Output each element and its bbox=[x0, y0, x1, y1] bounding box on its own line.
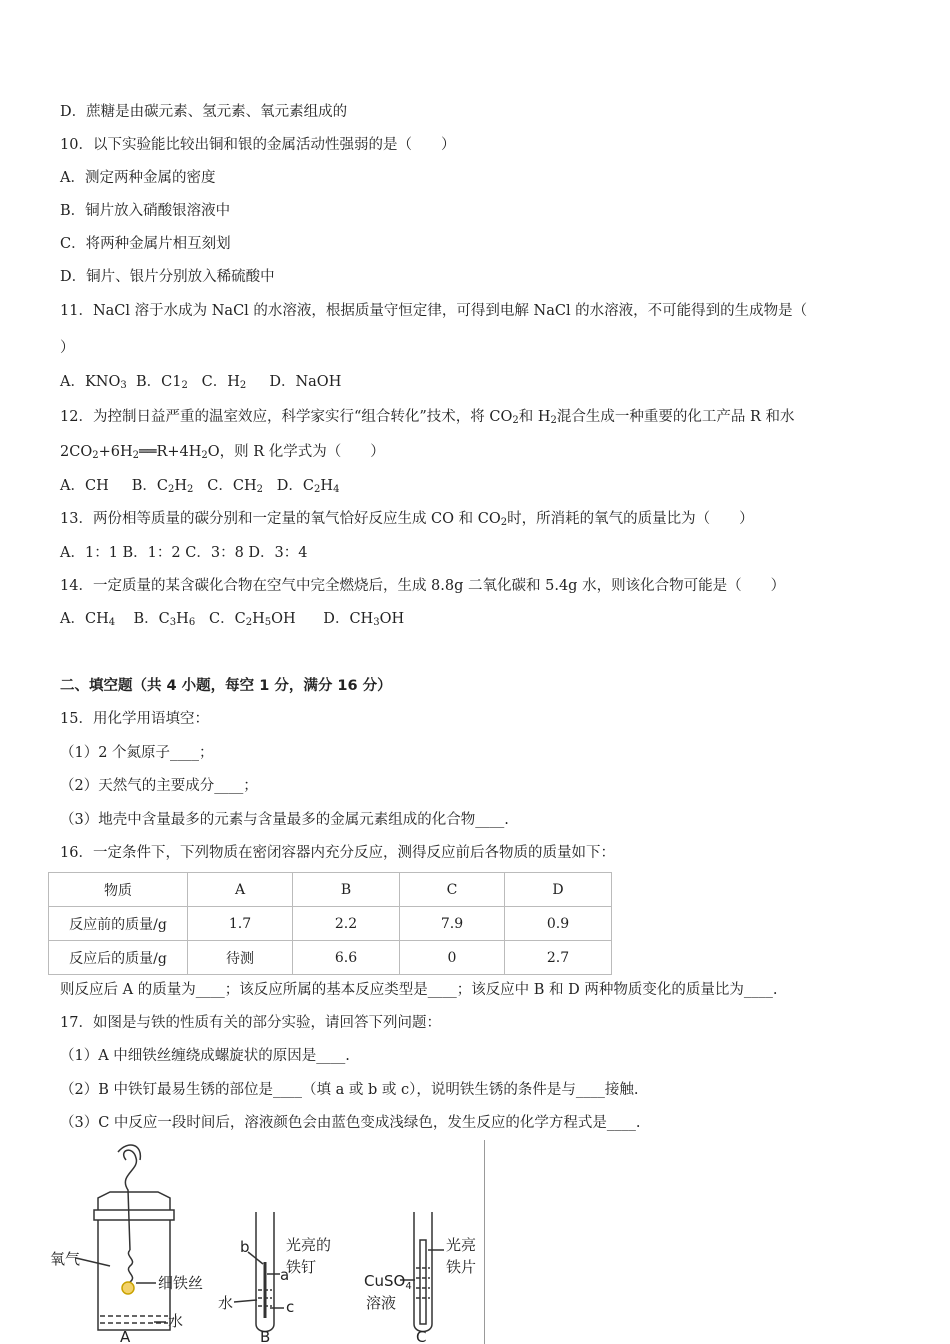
label-bright-sheet-line2: 铁片 bbox=[446, 1258, 477, 1276]
question-13: 13．两份相等质量的碳分别和一定量的氧气恰好反应生成 CO 和 $CO_2$时，所消耗的氧气的质量比为（ ） bbox=[60, 511, 754, 528]
label-water-a: 水 bbox=[168, 1312, 184, 1330]
label-oxygen: 氧气 bbox=[50, 1250, 81, 1268]
label-apparatus-c: C bbox=[416, 1328, 427, 1344]
iron-experiments-figure bbox=[48, 1140, 486, 1344]
label-bright-sheet-line1: 光亮 bbox=[446, 1236, 477, 1254]
label-water-b: 水 bbox=[218, 1294, 234, 1312]
q11-options: A．$KNO_3$ B．$C1_2$ C．$H_2$ D．NaOH bbox=[60, 374, 342, 391]
label-apparatus-a: A bbox=[120, 1328, 131, 1344]
table-row bbox=[49, 941, 612, 975]
apparatus-b bbox=[234, 1212, 284, 1332]
label-apparatus-b: B bbox=[260, 1328, 271, 1344]
table-cell: 0.9 bbox=[505, 907, 612, 941]
q17-part-2: （2）B 中铁钉最易生锈的部位是____（填 a 或 b 或 c），说明铁生锈的条件是与____接触. bbox=[60, 1082, 639, 1098]
apparatus-c bbox=[400, 1212, 444, 1332]
question-14: 14．一定质量的某含碳化合物在空气中完全燃烧后，生成 8.8g 二氧化碳和 5.4g 水，则该化合物可能是（ ） bbox=[60, 578, 786, 594]
table-cell: 6.6 bbox=[293, 941, 400, 975]
question-10: 10．以下实验能比较出铜和银的金属活动性强弱的是（ ） bbox=[60, 137, 456, 153]
table-cell: 2.7 bbox=[505, 941, 612, 975]
label-cuso4: CuSO$_4$ bbox=[364, 1272, 412, 1292]
q9-option-d: D．蔗糖是由碳元素、氢元素、氧元素组成的 bbox=[60, 104, 348, 120]
label-a: a bbox=[280, 1266, 290, 1284]
table-cell: 反应前的质量/g bbox=[49, 907, 188, 941]
label-fine-iron-wire: 细铁丝 bbox=[158, 1274, 204, 1292]
question-11: 11．NaCl 溶于水成为 NaCl 的水溶液，根据质量守恒定律，可得到电解 NaCl 的水溶液，不可能得到的生成物是（ bbox=[60, 303, 808, 319]
q10-option-b: B．铜片放入硝酸银溶液中 bbox=[60, 203, 231, 219]
table-cell: 反应后的质量/g bbox=[49, 941, 188, 975]
q12-equation: $2CO_2+6H_2══R+4H_2O$，则 R 化学式为（ ） bbox=[60, 444, 385, 461]
label-bright-nail-line1: 光亮的 bbox=[286, 1236, 332, 1254]
q12-options: A．CH B．$C_2H_2$ C．$CH_2$ D．$C_2H_4$ bbox=[60, 478, 340, 495]
figure-divider bbox=[484, 1140, 485, 1344]
question-11-tail: ） bbox=[60, 340, 75, 356]
question-17: 17．如图是与铁的性质有关的部分实验，请回答下列问题： bbox=[60, 1015, 441, 1031]
label-solution: 溶液 bbox=[366, 1294, 397, 1312]
table-cell: 0 bbox=[400, 941, 505, 975]
label-c: c bbox=[286, 1298, 295, 1316]
q14-options: A．$CH_4$ B．$C_3H_6$ C．$C_2H_5OH$ D．$CH_3OH$ bbox=[60, 611, 405, 628]
apparatus-a bbox=[76, 1145, 174, 1330]
table-cell: 7.9 bbox=[400, 907, 505, 941]
q13-options: A．1：1 B．1：2 C．3：8 D．3：4 bbox=[60, 545, 308, 561]
table-header-cell: 物质 bbox=[49, 873, 188, 907]
table-cell: 1.7 bbox=[188, 907, 293, 941]
q15-part-1: （1）2 个氮原子____； bbox=[60, 745, 214, 761]
table-header-cell: C bbox=[400, 873, 505, 907]
q10-option-c: C．将两种金属片相互刻划 bbox=[60, 236, 231, 252]
q10-option-d: D．铜片、银片分别放入稀硫酸中 bbox=[60, 269, 275, 285]
label-b: b bbox=[240, 1238, 250, 1256]
table-cell: 待测 bbox=[188, 941, 293, 975]
q17-part-3: （3）C 中反应一段时间后，溶液颜色会由蓝色变成浅绿色，发生反应的化学方程式是____. bbox=[60, 1115, 641, 1131]
table-row bbox=[49, 907, 612, 941]
q10-option-a: A．测定两种金属的密度 bbox=[60, 170, 216, 186]
table-header-cell: A bbox=[188, 873, 293, 907]
question-16: 16．一定条件下，下列物质在密闭容器内充分反应，测得反应前后各物质的质量如下： bbox=[60, 845, 615, 861]
table-header-cell: B bbox=[293, 873, 400, 907]
question-12: 12．为控制日益严重的温室效应，科学家实行“组合转化”技术，将 $CO_2$和 $H_2$混合生成一种重要的化工产品 R 和水 bbox=[60, 409, 795, 426]
table-cell: 2.2 bbox=[293, 907, 400, 941]
mass-table bbox=[48, 872, 612, 975]
label-bright-nail-line2: 铁钉 bbox=[286, 1258, 317, 1276]
table-header-row bbox=[49, 873, 612, 907]
table-header-cell: D bbox=[505, 873, 612, 907]
q15-part-2: （2）天然气的主要成分____； bbox=[60, 778, 258, 794]
q17-part-1: （1）A 中细铁丝缠绕成螺旋状的原因是____. bbox=[60, 1048, 350, 1064]
question-15: 15．用化学用语填空： bbox=[60, 711, 209, 727]
q15-part-3: （3）地壳中含量最多的元素与含量最多的金属元素组成的化合物____. bbox=[60, 812, 509, 828]
q16-blanks: 则反应后 A 的质量为____；该反应所属的基本反应类型是____；该反应中 B 和 D 两种物质变化的质量比为____. bbox=[60, 982, 778, 998]
section-2-heading: 二、填空题（共 4 小题，每空 1 分，满分 16 分） bbox=[60, 678, 392, 694]
